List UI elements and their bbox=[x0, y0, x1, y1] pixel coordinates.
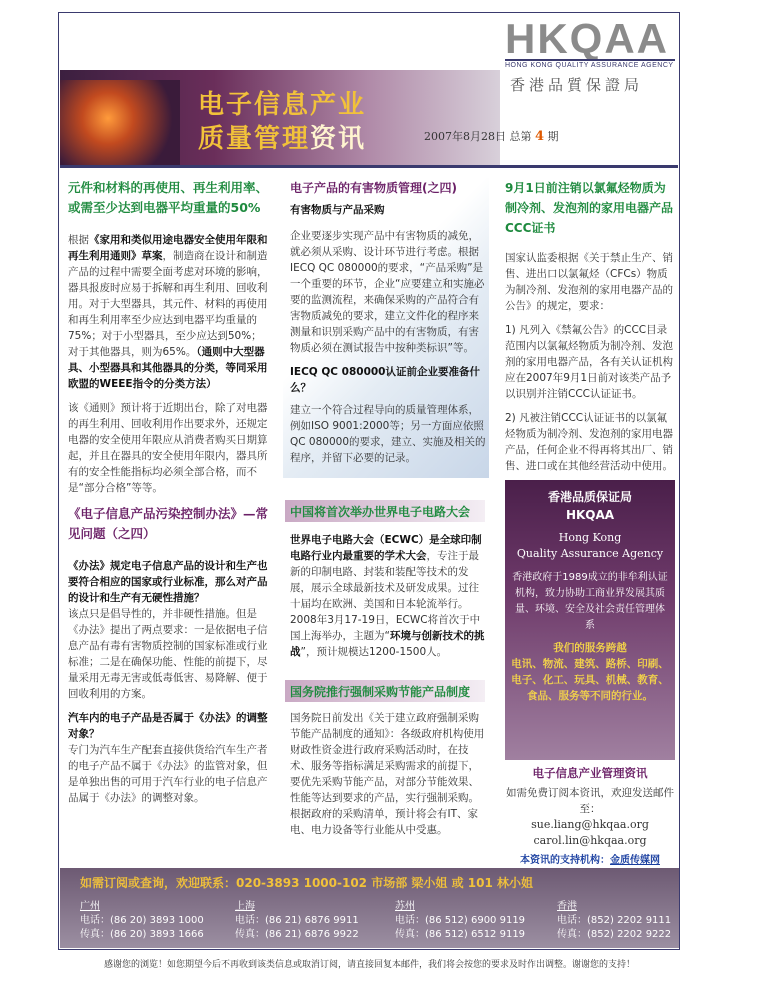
sponsor-line: 本资讯的支持机构：金质传媒网 bbox=[520, 855, 660, 866]
promo-title: 香港品质保证局 bbox=[547, 490, 632, 504]
office-city: 上海 bbox=[235, 901, 255, 912]
column-left bbox=[68, 178, 268, 814]
article-heading-recycling: 元件和材料的再使用、再生利用率、或需至少达到电器平均重量的50% bbox=[68, 180, 269, 215]
subscribe-title: 电子信息产业管理资讯 bbox=[532, 766, 648, 780]
email-link-2[interactable]: carol.lin@hkqaa.org bbox=[533, 834, 647, 847]
faq-question-1: 《办法》规定电子信息产品的设计和生产也要符合相应的国家或行业标准，那么对产品的设计和生产有无硬性措施？ bbox=[68, 560, 268, 604]
article-heading-faq: 《电子信息产品污染控制办法》—常见问题（之四） bbox=[68, 506, 269, 541]
office-fax: 传真：(86 20) 3893 1666 bbox=[80, 929, 204, 940]
faq-answer-2: 专门为汽车生产配套直接供货给汽车生产者的电子产品不属于《办法》的监管对象，但是单独出售的可用于汽车行业的电子信息产品属于《办法》的调整对象。 bbox=[68, 744, 268, 804]
sponsor-link[interactable]: 金质传媒网 bbox=[610, 855, 660, 866]
office-guangzhou bbox=[80, 900, 204, 942]
newsletter-title-line1: 电子信息产业 bbox=[198, 90, 367, 120]
article-body-procurement: 企业要逐步实现产品中有害物质的减免，就必须从采购、设计环节进行考虑。根据IECQ QC 080000的要求，“产品采购”是一个重要的环节，企业“应要建立和实施必要的监测流程，来确保采购的产品符合有害物质减免的要求，建立文件化的程序来测量和识别采购产品中的有害物质，有害物质必须在测试报告中按种类标识”等。 bbox=[290, 230, 485, 354]
article-body-recycling-2: 该《通则》预计将于近期出台，除了对电器的再生利用、回收利用作出要求外，还规定电器的安全使用年限应从消费者购买日期算起，并且在器具的安全使用年限内，器具所有的安全性能指标均必须全部合格，而不是“部分合格”等等。 bbox=[68, 402, 268, 494]
office-suzhou bbox=[395, 900, 525, 942]
article-heading-hazardous: 电子产品的有害物质管理(之四) bbox=[290, 181, 457, 195]
banner-image bbox=[60, 80, 180, 165]
office-fax: 传真：(852) 2202 9222 bbox=[557, 929, 672, 940]
office-hongkong bbox=[557, 900, 671, 942]
article-body-recycling: 根据《家用和类似用途电器安全使用年限和再生利用通则》草案，制造商在设计和制造产品的过程中需要全面考虑对环境的影响，器具报废时应易于拆解和再生利用、回收利用。对于大型器具，其元件、材料的再使用和再生利用率至少应达到电器平均重量的75%；对于小型器具，至少应达到50%；对于其他器具，则为65%。（通则中大型器具、小型器具和其他器具的分类，等同采用欧盟的WEEE指令的分类方法） bbox=[68, 234, 268, 390]
promo-services-title: 我们的服务跨越 bbox=[553, 642, 627, 654]
office-shanghai bbox=[235, 900, 359, 942]
footer-contact-bar bbox=[60, 868, 679, 948]
article-heading-ccc: 9月1日前注销以氯氟烃物质为制冷剂、发泡剂的家用电器产品CCC证书 bbox=[505, 181, 674, 235]
promo-english-2: Quality Assurance Agency bbox=[516, 547, 664, 560]
office-fax: 传真：(86 512) 6512 9119 bbox=[395, 929, 526, 940]
promo-body: 香港政府于1989成立的非牟利认证机构，致力协助工商业界发展其质量、环境、安全及社会责任管理体系 bbox=[512, 572, 668, 631]
office-city: 苏州 bbox=[395, 901, 415, 912]
issue-info: 2007年8月28日 总第 4 期 bbox=[424, 129, 559, 144]
logo-chinese-name: 香港品質保證局 bbox=[510, 76, 644, 94]
article-heading-energy: 国务院推行强制采购节能产品制度 bbox=[290, 685, 471, 699]
article-body-iecq: 建立一个符合过程导向的质量管理体系，例如ISO 9001:2000等；另一方面应依照QC 080000的要求，建立、实施及相关的程序，并留下必要的记录。 bbox=[290, 404, 486, 464]
office-tel: 电话：(86 512) 6900 9119 bbox=[395, 915, 526, 926]
header-rule bbox=[60, 165, 678, 168]
subscribe-text: 如需免费订阅本资讯，欢迎发送邮件至： bbox=[506, 787, 674, 815]
article-subheading-procurement: 有害物质与产品采购 bbox=[290, 204, 385, 216]
faq-question-2: 汽车内的电子产品是否属于《办法》的调整对象？ bbox=[68, 712, 268, 740]
article-body-energy: 国务院日前发出《关于建立政府强制采购节能产品制度的通知》：各级政府机构使用财政性资金进行政府采购活动时，在技术、服务等指标满足采购需求的前提下，要优先采购节能产品，对部分节能效果、性能等达到要求的产品，实行强制采购。根据政府的采购清单，预计将会有IT、家电、电力设备等行业能从中受惠。 bbox=[290, 712, 485, 836]
promo-abbr: HKQAA bbox=[565, 508, 615, 522]
article-body-ccc-item1: 1) 凡列入《禁氟公告》的CCC目录范围内以氯氟烃物质为制冷剂、发泡剂的家用电器产品，各有关认证机构应在2007年9月1日前对该类产品予以识别并注销CCC认证证书。 bbox=[505, 324, 673, 400]
column-middle-energy bbox=[290, 682, 486, 846]
hkqaa-logo: HKQAA bbox=[505, 15, 669, 62]
office-fax: 传真：(86 21) 6876 9922 bbox=[235, 929, 359, 940]
promo-english-1: Hong Kong bbox=[558, 531, 622, 544]
column-right bbox=[505, 178, 673, 482]
promo-services: 电讯、物流、建筑、路桥、印刷、电子、化工、玩具、机械、教育、食品、服务等不同的行业。 bbox=[511, 658, 669, 702]
column-middle-ecwc bbox=[290, 502, 486, 668]
office-city: 广州 bbox=[80, 901, 100, 912]
article-body-ccc-item2: 2) 凡被注销CCC认证证书的以氯氟烃物质为制冷剂、发泡剂的家用电器产品，任何企业不得再将其出厂、销售、进口或在其他经营活动中使用。 bbox=[505, 412, 673, 472]
article-heading-ecwc: 中国将首次举办世界电子电路大会 bbox=[290, 505, 471, 519]
logo-subtitle: HONG KONG QUALITY ASSURANCE AGENCY bbox=[505, 59, 675, 69]
article-subheading-iecq: IECQ QC 080000认证前企业要准备什么？ bbox=[290, 366, 480, 394]
faq-answer-1: 该点只是倡导性的，并非硬性措施。但是《办法》提出了两点要求：一是依据电子信息产品有毒有害物质控制的国家标准或行业标准；二是在确保功能、性能的前提下，尽量采用无毒无害或低毒低害、易降解、便于回收利用的方案。 bbox=[68, 608, 268, 700]
office-tel: 电话：(852) 2202 9111 bbox=[557, 915, 672, 926]
office-tel: 电话：(86 20) 3893 1000 bbox=[80, 915, 204, 926]
footer-contact-line: 如需订阅或查询，欢迎联系：020-3893 1000-102 市场部 梁小姐 或 101 林小姐 bbox=[80, 876, 533, 890]
office-city: 香港 bbox=[557, 901, 577, 912]
newsletter-title-line2: 质量管理资讯 bbox=[198, 124, 367, 154]
office-tel: 电话：(86 21) 6876 9911 bbox=[235, 915, 359, 926]
column-middle bbox=[290, 178, 486, 474]
email-link-1[interactable]: sue.liang@hkqaa.org bbox=[531, 818, 649, 831]
article-body-ecwc: 世界电子电路大会（ECWC）是全球印制电路行业内最重要的学术大会，专注于最新的印制电路、封装和装配等技术的发展，展示全球最新技术及研发成果。过往十届均在欧洲、美国和日本轮流举行。2008年3月17-19日，ECWC将首次于中国上海举办，主题为“环境与创新技术的挑战”，预计规模达1200-1500人。 bbox=[290, 534, 485, 658]
article-body-ccc: 国家认监委根据《关于禁止生产、销售、进出口以氯氟烃（CFCs）物质为制冷剂、发泡剂的家用电器产品的公告》的规定，要求： bbox=[505, 252, 673, 312]
unsubscribe-note: 感谢您的浏览！如您期望今后不再收到该类信息或取消订阅，请直接回复本邮件，我们将会按您的要求及时作出调整。谢谢您的支持！ bbox=[103, 960, 635, 970]
hkqaa-promo-box bbox=[505, 480, 675, 760]
